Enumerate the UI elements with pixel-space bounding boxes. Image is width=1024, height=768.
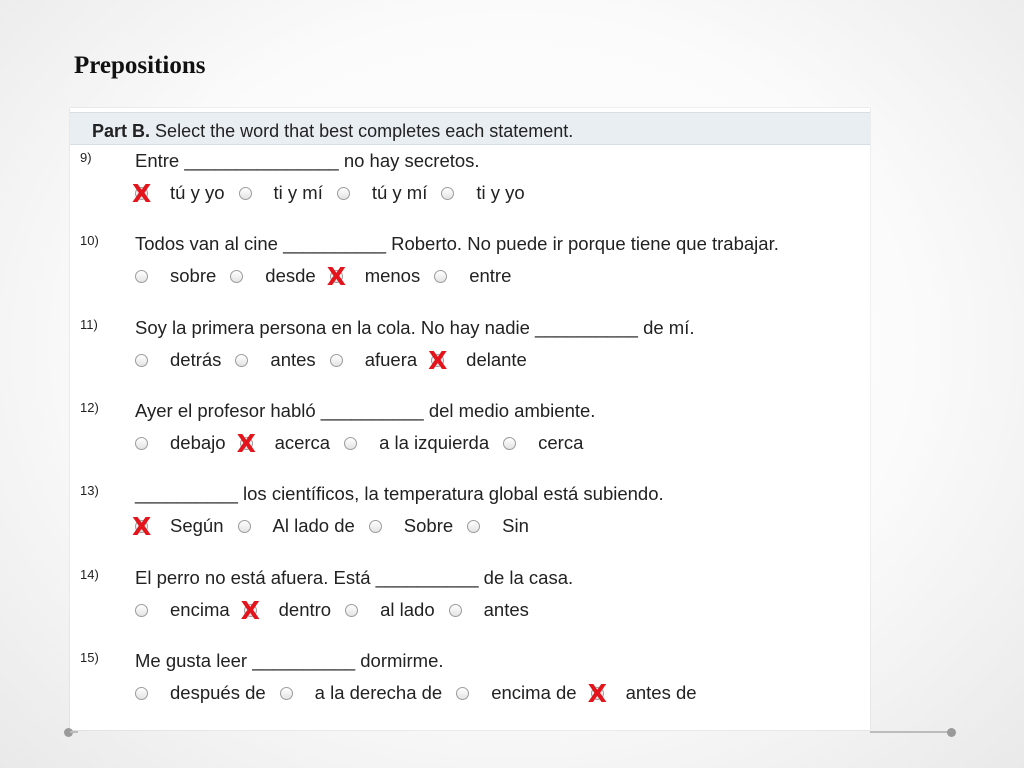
question-text: Todos van al cine __________ Roberto. No puede ir porque tiene que trabajar. (135, 233, 779, 254)
radio-button[interactable] (434, 270, 447, 283)
red-x-mark-icon: X (587, 678, 607, 708)
option-label: Al lado de (272, 515, 355, 536)
answer-options (135, 597, 543, 623)
radio-button[interactable] (467, 520, 480, 533)
answer-options (135, 263, 525, 289)
radio-button[interactable] (236, 428, 256, 458)
question (70, 567, 870, 637)
answer-options (135, 347, 541, 373)
slide-ornament-line-right (870, 731, 950, 733)
answer-option[interactable] (236, 428, 331, 458)
radio-button[interactable] (330, 354, 343, 367)
question-text: Ayer el profesor habló __________ del medio ambiente. (135, 400, 596, 421)
radio-button[interactable] (449, 604, 462, 617)
question-number: 14) (80, 567, 99, 582)
radio-button[interactable] (441, 187, 454, 200)
quiz-panel (70, 108, 870, 730)
part-b-header (70, 112, 870, 145)
option-label: Según (170, 515, 224, 536)
answer-option[interactable] (235, 349, 315, 371)
option-label: encima de (491, 682, 577, 703)
option-label: Sin (502, 515, 529, 536)
option-label: después de (170, 682, 266, 703)
red-x-mark-icon: X (428, 345, 448, 375)
option-label: antes de (625, 682, 697, 703)
answer-option[interactable] (132, 511, 224, 541)
option-label: Sobre (403, 515, 454, 536)
question-text: Soy la primera persona en la cola. No hay nadie __________ de mí. (135, 317, 695, 338)
radio-button[interactable] (337, 187, 350, 200)
option-label: encima (170, 599, 230, 620)
radio-button[interactable] (135, 354, 148, 367)
option-label: menos (364, 265, 421, 286)
question (70, 150, 870, 220)
answer-options (132, 511, 543, 541)
option-label: a la izquierda (379, 432, 490, 453)
radio-button[interactable] (326, 261, 346, 291)
answer-option[interactable] (503, 432, 583, 454)
answer-option[interactable] (587, 678, 697, 708)
radio-button[interactable] (503, 437, 516, 450)
answer-option[interactable] (467, 515, 529, 537)
question-text: __________ los científicos, la temperatura global está subiendo. (135, 483, 664, 504)
answer-option[interactable] (330, 349, 417, 371)
option-label: sobre (170, 265, 217, 286)
radio-button[interactable] (132, 178, 152, 208)
radio-button[interactable] (587, 678, 607, 708)
option-label: dentro (278, 599, 332, 620)
option-label: afuera (364, 349, 418, 370)
answer-option[interactable] (428, 345, 527, 375)
option-label: a la derecha de (314, 682, 443, 703)
question (70, 400, 870, 470)
radio-button[interactable] (428, 345, 448, 375)
radio-button[interactable] (135, 437, 148, 450)
option-label: antes (270, 349, 316, 370)
answer-option[interactable] (240, 595, 332, 625)
question-number: 12) (80, 400, 99, 415)
option-label: debajo (170, 432, 226, 453)
part-b-instructions (92, 121, 573, 142)
question-number: 9) (80, 150, 92, 165)
instruction-text: Select the word that best completes each statement. (155, 121, 574, 141)
answer-option[interactable] (449, 599, 529, 621)
question (70, 483, 870, 553)
answer-option[interactable] (337, 182, 428, 204)
radio-button[interactable] (344, 437, 357, 450)
question-text: El perro no está afuera. Está __________ de la casa. (135, 567, 574, 588)
option-label: desde (265, 265, 316, 286)
option-label: tú y yo (170, 182, 225, 203)
question-number: 10) (80, 233, 99, 248)
red-x-mark-icon: X (132, 511, 152, 541)
question-number: 13) (80, 483, 99, 498)
option-label: ti y mí (273, 182, 323, 203)
radio-button[interactable] (230, 270, 243, 283)
option-label: ti y yo (476, 182, 525, 203)
answer-option[interactable] (135, 682, 266, 704)
answer-option[interactable] (280, 682, 443, 704)
red-x-mark-icon: X (240, 595, 260, 625)
option-label: tú y mí (371, 182, 428, 203)
question (70, 650, 870, 720)
option-label: al lado (380, 599, 435, 620)
slide-title: Prepositions (74, 52, 206, 79)
radio-button[interactable] (135, 604, 148, 617)
option-label: acerca (274, 432, 331, 453)
answer-option[interactable] (135, 265, 216, 287)
answer-option[interactable] (135, 349, 221, 371)
question-text: Entre _______________ no hay secretos. (135, 150, 480, 171)
answer-option[interactable] (345, 599, 435, 621)
slide-ornament-line-left (70, 731, 78, 733)
radio-button[interactable] (369, 520, 382, 533)
part-label: Part B. (92, 121, 151, 141)
radio-button[interactable] (135, 270, 148, 283)
question-number: 15) (80, 650, 99, 665)
radio-button[interactable] (345, 604, 358, 617)
option-label: entre (469, 265, 512, 286)
option-label: delante (466, 349, 527, 370)
answer-option[interactable] (369, 515, 453, 537)
answer-option[interactable] (238, 515, 355, 537)
answer-option[interactable] (434, 265, 511, 287)
question-text: Me gusta leer __________ dormirme. (135, 650, 444, 671)
question-number: 11) (80, 317, 98, 332)
answer-option[interactable] (456, 682, 576, 704)
answer-option[interactable] (132, 178, 225, 208)
question (70, 317, 870, 387)
answer-options (135, 430, 597, 456)
question (70, 233, 870, 303)
answer-option[interactable] (239, 182, 323, 204)
radio-button[interactable] (456, 687, 469, 700)
red-x-mark-icon: X (132, 178, 152, 208)
answer-option[interactable] (135, 432, 226, 454)
answer-option[interactable] (135, 599, 230, 621)
answer-option[interactable] (230, 265, 315, 287)
answer-option[interactable] (344, 432, 489, 454)
option-label: detrás (170, 349, 222, 370)
option-label: cerca (538, 432, 584, 453)
radio-button[interactable] (240, 595, 260, 625)
slide-ornament-dot-right (947, 728, 956, 737)
red-x-mark-icon: X (326, 261, 346, 291)
radio-button[interactable] (132, 511, 152, 541)
radio-button[interactable] (238, 520, 251, 533)
answer-options (132, 178, 539, 208)
answer-option[interactable] (326, 261, 421, 291)
red-x-mark-icon: X (236, 428, 256, 458)
radio-button[interactable] (280, 687, 293, 700)
radio-button[interactable] (239, 187, 252, 200)
radio-button[interactable] (135, 687, 148, 700)
radio-button[interactable] (235, 354, 248, 367)
answer-options (135, 680, 711, 706)
option-label: antes (483, 599, 529, 620)
answer-option[interactable] (441, 182, 524, 204)
